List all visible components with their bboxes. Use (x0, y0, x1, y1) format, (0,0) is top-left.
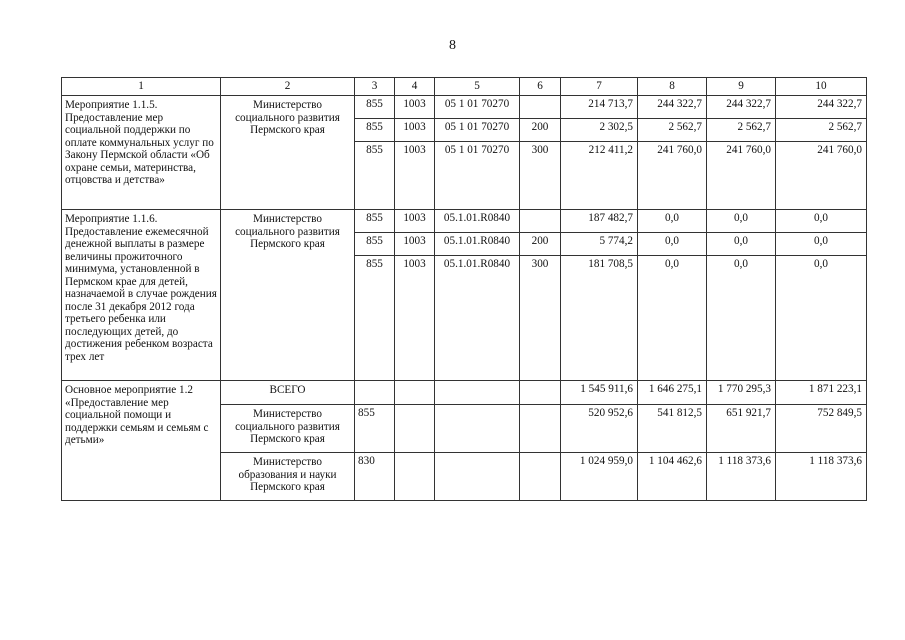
col-header: 4 (395, 78, 435, 96)
organization-cell: ВСЕГО (221, 381, 355, 405)
cell: 855 (355, 256, 395, 381)
cell (520, 453, 561, 501)
cell (435, 453, 520, 501)
table-row (62, 381, 867, 405)
cell: 181 708,5 (561, 256, 638, 381)
cell (395, 453, 435, 501)
cell: 05 1 01 70270 (435, 119, 520, 142)
cell: 244 322,7 (776, 96, 867, 119)
cell: 05.1.01.R0840 (435, 256, 520, 381)
cell: 1 024 959,0 (561, 453, 638, 501)
cell: 0,0 (638, 233, 707, 256)
cell: 187 482,7 (561, 210, 638, 233)
col-header: 1 (62, 78, 221, 96)
col-header: 5 (435, 78, 520, 96)
col-header: 8 (638, 78, 707, 96)
event-description: Мероприятие 1.1.6. Предоставление ежемесячной денежной выплаты в размере величины прожиточного минимума, установленной в Пермском крае для детей, назначаемой в случае рождения после 31 декабря 2012 года третьего ребенка или последующих детей, до достижения ребенком возраста трех лет (62, 210, 221, 381)
cell: 200 (520, 119, 561, 142)
cell: 520 952,6 (561, 405, 638, 453)
header-row (62, 78, 867, 96)
cell: 0,0 (707, 256, 776, 381)
cell: 2 562,7 (707, 119, 776, 142)
cell: 1003 (395, 233, 435, 256)
organization-cell: Министерство образования и науки Пермского края (221, 453, 355, 501)
cell: 1003 (395, 210, 435, 233)
col-header: 3 (355, 78, 395, 96)
organization-cell: Министерство социального развития Пермского края (221, 405, 355, 453)
budget-table (61, 77, 867, 501)
cell: 241 760,0 (776, 142, 867, 210)
cell: 651 921,7 (707, 405, 776, 453)
cell: 0,0 (707, 210, 776, 233)
cell: 855 (355, 119, 395, 142)
cell: 0,0 (776, 233, 867, 256)
cell: 1 770 295,3 (707, 381, 776, 405)
cell: 1003 (395, 96, 435, 119)
cell: 200 (520, 233, 561, 256)
cell: 0,0 (638, 256, 707, 381)
col-header: 6 (520, 78, 561, 96)
cell: 1003 (395, 256, 435, 381)
cell: 05.1.01.R0840 (435, 210, 520, 233)
cell (355, 381, 395, 405)
cell (435, 381, 520, 405)
cell: 0,0 (776, 256, 867, 381)
organization-cell: Министерство социального развития Пермского края (221, 210, 355, 381)
cell: 0,0 (638, 210, 707, 233)
cell (395, 405, 435, 453)
cell: 1 545 911,6 (561, 381, 638, 405)
event-description: Основное мероприятие 1.2 «Предоставление мер социальной помощи и поддержки семьям и семьям с детьми» (62, 381, 221, 501)
cell: 05 1 01 70270 (435, 96, 520, 119)
cell (520, 405, 561, 453)
cell: 752 849,5 (776, 405, 867, 453)
cell (435, 405, 520, 453)
cell: 855 (355, 233, 395, 256)
page-number: 8 (449, 38, 456, 53)
cell: 244 322,7 (707, 96, 776, 119)
cell: 244 322,7 (638, 96, 707, 119)
cell: 541 812,5 (638, 405, 707, 453)
cell: 300 (520, 142, 561, 210)
cell (520, 381, 561, 405)
cell: 5 774,2 (561, 233, 638, 256)
cell: 300 (520, 256, 561, 381)
cell: 1 871 223,1 (776, 381, 867, 405)
cell: 855 (355, 405, 395, 453)
cell (520, 210, 561, 233)
cell: 212 411,2 (561, 142, 638, 210)
cell: 05 1 01 70270 (435, 142, 520, 210)
cell: 830 (355, 453, 395, 501)
col-header: 9 (707, 78, 776, 96)
event-description: Мероприятие 1.1.5. Предоставление мер социальной поддержки по оплате коммунальных услуг по Закону Пермской области «Об охране семьи, материнства, отцовства и детства» (62, 96, 221, 210)
cell: 2 562,7 (638, 119, 707, 142)
organization-cell: Министерство социального развития Пермского края (221, 96, 355, 210)
table-row (62, 210, 867, 233)
cell (520, 96, 561, 119)
col-header: 2 (221, 78, 355, 96)
cell: 1 118 373,6 (776, 453, 867, 501)
cell: 2 562,7 (776, 119, 867, 142)
cell: 855 (355, 96, 395, 119)
cell: 241 760,0 (638, 142, 707, 210)
cell: 241 760,0 (707, 142, 776, 210)
cell: 1003 (395, 119, 435, 142)
cell (395, 381, 435, 405)
cell: 0,0 (707, 233, 776, 256)
cell: 1003 (395, 142, 435, 210)
cell: 1 104 462,6 (638, 453, 707, 501)
cell: 214 713,7 (561, 96, 638, 119)
cell: 1 646 275,1 (638, 381, 707, 405)
cell: 2 302,5 (561, 119, 638, 142)
col-header: 7 (561, 78, 638, 96)
cell: 855 (355, 142, 395, 210)
cell: 0,0 (776, 210, 867, 233)
table-row (62, 96, 867, 119)
cell: 855 (355, 210, 395, 233)
cell: 05.1.01.R0840 (435, 233, 520, 256)
cell: 1 118 373,6 (707, 453, 776, 501)
col-header: 10 (776, 78, 867, 96)
